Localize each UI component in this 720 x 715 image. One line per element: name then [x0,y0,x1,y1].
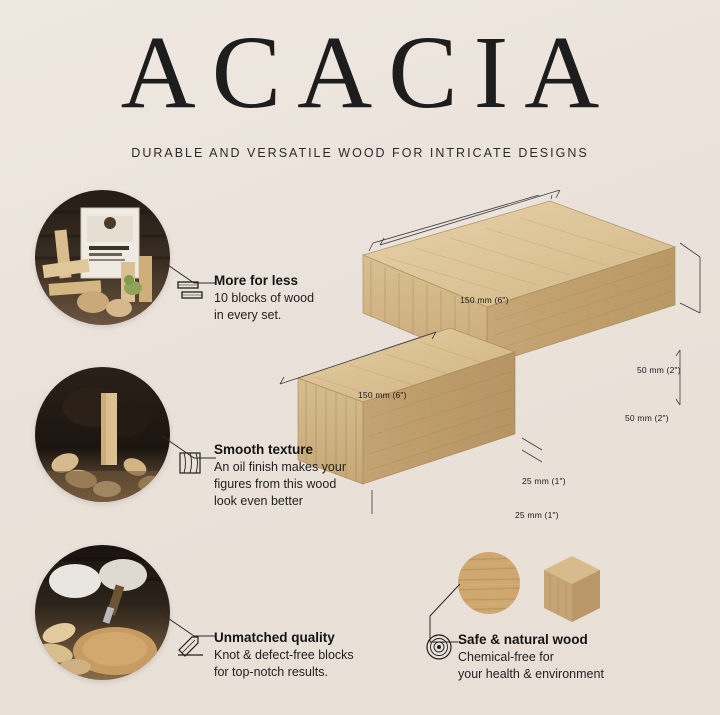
feature-text-more-for-less [214,273,364,324]
feature-photo-more-for-less [35,190,170,325]
feature-photo-unmatched-quality [35,545,170,680]
small-width-label: 25 mm (1") [522,476,566,486]
feature-body-line: your health & environment [458,666,604,681]
photo-blocks-box [35,190,170,325]
feature-heading: Smooth texture [214,442,314,457]
feature-body-line: Knot & defect-free blocks [214,648,354,662]
tree-rings-icon [424,632,454,662]
feature-body-line: An oil finish makes your [214,460,347,474]
small-length-label: 150 mm (6") [358,390,407,400]
carving-knife-icon [176,628,206,658]
feature-heading: Safe & natural wood [458,632,588,647]
page-title: ACACIA [120,15,616,130]
page-subtitle: DURABLE AND VERSATILE WOOD FOR INTRICATE DESIGNS [131,146,589,160]
wood-grain-icon [176,448,206,478]
wood-blocks-icon [176,276,206,306]
wood-grain-swatch [458,552,520,614]
feature-body-line: figures from this wood [214,476,337,491]
feature-text-smooth-texture [214,442,389,510]
wood-block-end-swatch [534,548,612,626]
photo-carving [35,545,170,680]
feature-text-unmatched-quality [214,630,384,681]
big-width-label: 50 mm (2") [637,365,681,375]
feature-body-line: look even better [214,493,303,508]
feature-body-line: Chemical-free for [458,650,554,664]
small-height-label: 25 mm (1") [515,510,559,520]
feature-heading: Unmatched quality [214,630,335,645]
feature-photo-smooth-texture [35,367,170,502]
big-height-label: 50 mm (2") [625,413,669,423]
feature-heading: More for less [214,273,299,288]
feature-body-line: for top-notch results. [214,664,328,679]
feature-body-line: 10 blocks of wood [214,291,315,305]
photo-sanding [35,367,170,502]
feature-body-line: in every set. [214,307,282,322]
feature-text-safe-natural-wood [458,632,648,683]
big-length-label: 150 mm (6") [460,295,509,305]
